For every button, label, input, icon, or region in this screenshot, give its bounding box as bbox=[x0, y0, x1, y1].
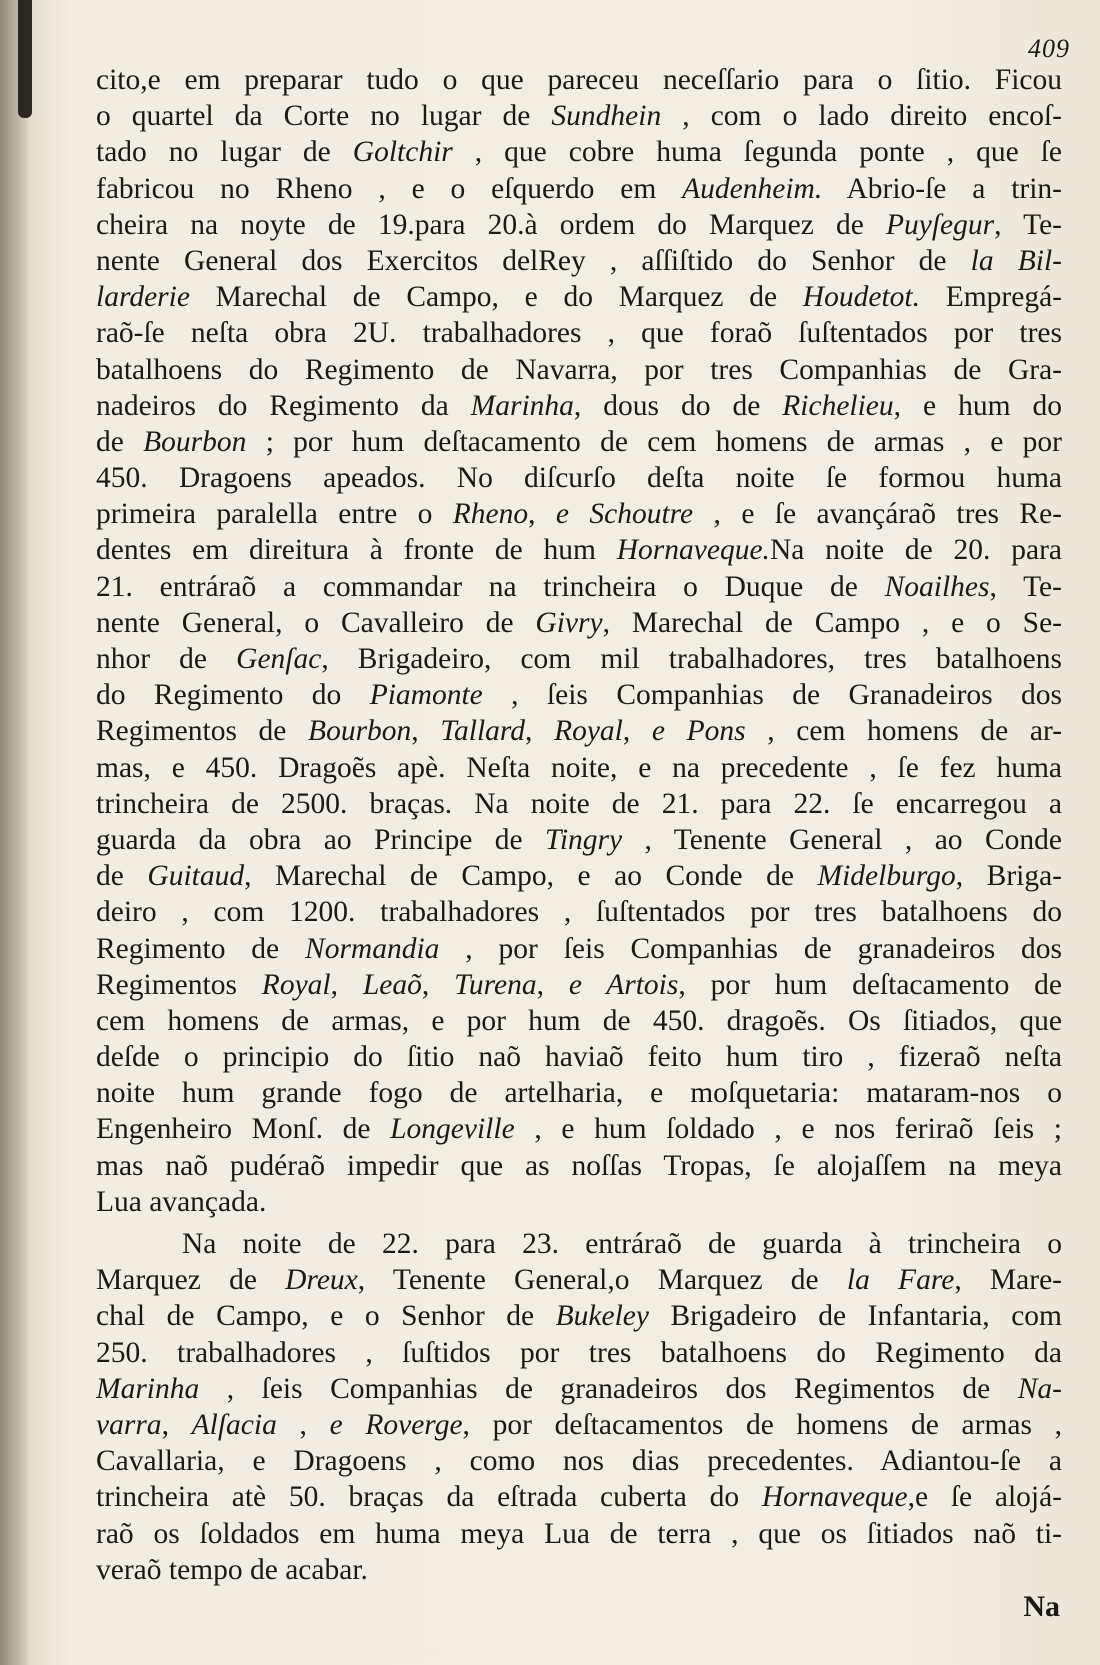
text-line bbox=[96, 352, 1062, 388]
text-run: Brigadeiro de Infantaria, com bbox=[649, 1300, 1062, 1333]
text-run: Na noite de 20. para bbox=[769, 534, 1062, 567]
text-line bbox=[96, 1552, 1062, 1588]
text-run: , e hum do bbox=[893, 389, 1062, 422]
text-line bbox=[96, 388, 1062, 424]
text-run: , e ſe avançáraõ tres Re- bbox=[693, 498, 1062, 531]
text-run: deiro , com 1200. trabalhadores , ſuſtentados por tres batalhoens do bbox=[96, 896, 1062, 929]
text-run: , dous do de bbox=[573, 389, 783, 422]
text-line bbox=[96, 1371, 1062, 1407]
text-line bbox=[96, 786, 1062, 822]
text-line bbox=[96, 496, 1062, 532]
text-run: Marechal de Campo, e do Marquez de bbox=[189, 281, 803, 314]
italic-name: la Fare bbox=[846, 1264, 955, 1297]
text-line bbox=[96, 1111, 1062, 1147]
text-run: , e hum ſoldado , e nos feriraõ ſeis ; bbox=[514, 1113, 1062, 1146]
text-run: , por hum deſtacamento de bbox=[678, 968, 1062, 1001]
text-run: , bbox=[330, 968, 363, 1001]
catchword: Na bbox=[1023, 1590, 1060, 1623]
italic-name: Piamonte bbox=[369, 679, 483, 712]
text-run: , Brigadeiro, com mil trabalhadores, tres batalhoens bbox=[321, 643, 1062, 675]
text-run: Marquez de bbox=[96, 1264, 286, 1297]
italic-name: Longeville bbox=[390, 1113, 515, 1146]
text-run: , ſeis Companhias de Granadeiros dos bbox=[482, 679, 1062, 712]
italic-name: Marinha bbox=[96, 1372, 200, 1405]
text-run: , Tenente General , ao Conde bbox=[622, 823, 1062, 856]
text-run: 250. trabalhadores , ſuſtidos por tres batalhoens do Regimento da bbox=[96, 1336, 1062, 1369]
text-line bbox=[96, 641, 1062, 677]
page-number: 409 bbox=[1028, 34, 1070, 63]
text-run: dentes em direitura à fronte de hum bbox=[96, 534, 617, 567]
text-line bbox=[96, 1335, 1062, 1371]
text-line bbox=[96, 1003, 1062, 1039]
text-run: nente General, o Cavalleiro de bbox=[96, 606, 536, 639]
text-run: , bbox=[525, 715, 555, 748]
italic-name: Houdetot. bbox=[802, 281, 920, 314]
text-run: , por deſtacamentos de homens de armas , bbox=[462, 1408, 1062, 1441]
text-line bbox=[96, 243, 1062, 279]
italic-name: Royal bbox=[554, 715, 623, 748]
text-line bbox=[96, 677, 1062, 713]
text-line bbox=[96, 1075, 1062, 1111]
text-run: nadeiros do Regimento da bbox=[96, 389, 471, 422]
italic-name: e Roverge bbox=[329, 1408, 463, 1441]
text-run: veraõ tempo de acabar. bbox=[96, 1553, 368, 1586]
text-run: Regimentos bbox=[96, 968, 262, 1001]
italic-name: varra bbox=[96, 1408, 162, 1441]
text-run: trincheira de 2500. braças. Na noite de 21. para 22. ſe encarregou a bbox=[96, 787, 1062, 820]
text-run: batalhoens do Regimento de Navarra, por tres Companhias de Gra- bbox=[96, 353, 1062, 386]
text-run: Regimentos de bbox=[96, 715, 309, 748]
text-run: , bbox=[536, 968, 569, 1001]
text-run: , Marechal de Campo , e o Se- bbox=[602, 606, 1062, 639]
italic-name: e Pons bbox=[651, 715, 746, 748]
text-run: , bbox=[276, 1408, 330, 1441]
text-line bbox=[96, 279, 1062, 315]
text-run: Na noite de 22. para 23. entráraõ de guarda à trincheira o bbox=[182, 1228, 1062, 1260]
italic-name: Audenheim. bbox=[682, 172, 823, 205]
text-run: , Mare- bbox=[954, 1264, 1062, 1297]
text-line bbox=[96, 1184, 1062, 1220]
text-line bbox=[96, 315, 1062, 351]
text-run: , cem homens de ar- bbox=[745, 715, 1062, 748]
text-run: raõ os ſoldados em huma meya Lua de terra , que os ſitiados naõ ti- bbox=[96, 1517, 1062, 1550]
italic-name: Hornaveque. bbox=[616, 534, 770, 567]
italic-name: Puyſegur bbox=[885, 208, 995, 241]
italic-name: larderie bbox=[96, 281, 190, 314]
text-run: guarda da obra ao Principe de bbox=[96, 823, 546, 856]
text-run: Empregá- bbox=[919, 281, 1062, 314]
text-run: 21. entráraõ a commandar na trincheira o Duque de bbox=[96, 570, 885, 603]
text-line bbox=[96, 967, 1062, 1003]
text-line bbox=[96, 1443, 1062, 1479]
text-line bbox=[96, 569, 1062, 605]
italic-name: Bourbon bbox=[308, 715, 412, 748]
text-run: cheira na noyte de 19.para 20.à ordem do Marquez de bbox=[96, 208, 886, 241]
text-run: , bbox=[421, 968, 455, 1001]
text-line bbox=[96, 1298, 1062, 1334]
italic-name: la Bil- bbox=[970, 244, 1062, 277]
italic-name: Na- bbox=[1017, 1372, 1062, 1405]
text-run: raõ-ſe neſta obra 2U. trabalhadores , que foraõ ſuſtentados por tres bbox=[96, 317, 1062, 350]
text-run: , bbox=[622, 715, 652, 748]
italic-name: Rheno bbox=[452, 498, 529, 531]
text-line bbox=[96, 62, 1062, 98]
text-line bbox=[96, 1407, 1062, 1443]
text-line bbox=[96, 931, 1062, 967]
italic-name: Turena bbox=[454, 968, 537, 1001]
text-line bbox=[96, 1516, 1062, 1552]
text-run: , por ſeis Companhias de granadeiros dos bbox=[439, 932, 1062, 965]
italic-name: e Schoutre bbox=[555, 498, 694, 531]
text-line bbox=[96, 605, 1062, 641]
text-run: de bbox=[96, 425, 144, 458]
text-run: tado no lugar de bbox=[96, 136, 353, 169]
italic-name: Normandia bbox=[305, 932, 440, 965]
text-run: Cavallaria, e Dragoens , como nos dias precedentes. Adiantou-ſe a bbox=[96, 1445, 1062, 1478]
text-line bbox=[96, 713, 1062, 749]
text-run: primeira paralella entre o bbox=[96, 498, 453, 531]
italic-name: Bourbon bbox=[143, 425, 247, 458]
italic-name: Guitaud bbox=[147, 860, 245, 893]
italic-name: Alſacia bbox=[191, 1408, 277, 1441]
text-line bbox=[96, 98, 1062, 134]
text-run: Engenheiro Monſ. de bbox=[96, 1113, 391, 1146]
text-run: , Te- bbox=[989, 570, 1062, 603]
text-line bbox=[96, 1479, 1062, 1515]
text-run: nhor de bbox=[96, 643, 237, 675]
italic-name: Hornaveque bbox=[761, 1481, 908, 1514]
italic-name: Leaõ bbox=[362, 968, 422, 1001]
text-run: nente General dos Exercitos delRey , aſſiſtido do Senhor de bbox=[96, 244, 971, 277]
italic-name: Goltchir bbox=[352, 136, 453, 169]
italic-name: Tingry bbox=[545, 823, 623, 856]
text-line bbox=[96, 207, 1062, 243]
text-line bbox=[96, 1262, 1062, 1298]
book-gutter bbox=[0, 0, 30, 1665]
italic-name: Richelieu bbox=[782, 389, 894, 422]
text-run: ,e ſe alojá- bbox=[907, 1481, 1062, 1514]
text-run: mas naõ pudéraõ impedir que as noſſas Tropas, ſe alojaſſem na meya bbox=[96, 1149, 1062, 1182]
text-run: 450. Dragoens apeados. No diſcurſo deſta noite ſe formou huma bbox=[96, 462, 1062, 495]
italic-name: Givry bbox=[535, 606, 603, 639]
text-run: do Regimento do bbox=[96, 679, 370, 712]
text-line bbox=[96, 822, 1062, 858]
italic-name: Bukeley bbox=[555, 1300, 649, 1333]
text-line bbox=[96, 1226, 1062, 1262]
text-run: , Briga- bbox=[955, 860, 1062, 893]
text-line bbox=[96, 1148, 1062, 1184]
text-run: , ſeis Companhias de granadeiros dos Regimentos de bbox=[199, 1372, 1018, 1405]
text-run: Lua avançada. bbox=[96, 1185, 267, 1218]
text-run: , que cobre huma ſegunda ponte , que ſe bbox=[452, 136, 1062, 169]
text-line bbox=[96, 424, 1062, 460]
text-run: de bbox=[96, 860, 148, 893]
italic-name: Midelburgo bbox=[817, 860, 956, 893]
text-line bbox=[96, 171, 1062, 207]
text-run: deſde o principio do ſitio naõ haviaõ feito hum tiro , fizeraõ neſta bbox=[96, 1041, 1062, 1074]
binding-tab bbox=[18, 0, 32, 118]
text-run: , Marechal de Campo, e ao Conde de bbox=[244, 860, 818, 893]
body-text bbox=[96, 62, 1062, 1588]
text-run: Regimento de bbox=[96, 932, 306, 965]
text-run: , Tenente General,o Marquez de bbox=[357, 1264, 847, 1297]
italic-name: Marinha bbox=[470, 389, 574, 422]
text-run: cem homens de armas, e por hum de 450. dragoẽs. Os ſitiados, que bbox=[96, 1004, 1062, 1037]
italic-name: Dreux bbox=[285, 1264, 358, 1297]
text-line bbox=[96, 134, 1062, 170]
italic-name: Royal bbox=[261, 968, 331, 1001]
text-run: trincheira atè 50. braças da eſtrada cuberta do bbox=[96, 1481, 762, 1514]
text-run: cito,e em preparar tudo o que pareceu neceſſario para o ſitio. Ficou bbox=[96, 64, 1062, 96]
text-run: Abrio-ſe a trin- bbox=[822, 172, 1062, 205]
text-line bbox=[96, 894, 1062, 930]
text-run: o quartel da Corte no lugar de bbox=[96, 100, 552, 133]
text-run: ; por hum deſtacamento de cem homens de armas , e por bbox=[246, 425, 1062, 458]
italic-name: Genſac bbox=[236, 643, 322, 675]
text-run: , Te- bbox=[994, 208, 1062, 241]
text-run: noite hum grande fogo de artelharia, e moſquetaria: mataram-nos o bbox=[96, 1077, 1062, 1110]
text-line bbox=[96, 750, 1062, 786]
text-run: , com o lado direito encoſ- bbox=[661, 100, 1062, 133]
text-run: chal de Campo, e o Senhor de bbox=[96, 1300, 556, 1333]
italic-name: Sundhein bbox=[551, 100, 662, 133]
italic-name: Tallard bbox=[440, 715, 526, 748]
text-line bbox=[96, 532, 1062, 568]
text-line bbox=[96, 460, 1062, 496]
text-line bbox=[96, 1039, 1062, 1075]
text-run: fabricou no Rheno , e o eſquerdo em bbox=[96, 172, 683, 205]
italic-name: e Artois bbox=[568, 968, 679, 1001]
text-run: , bbox=[161, 1408, 192, 1441]
text-run: , bbox=[528, 498, 556, 531]
text-line bbox=[96, 858, 1062, 894]
text-run: , bbox=[411, 715, 441, 748]
italic-name: Noailhes bbox=[884, 570, 990, 603]
text-run: mas, e 450. Dragoẽs apè. Neſta noite, e na precedente , ſe fez huma bbox=[96, 751, 1062, 784]
